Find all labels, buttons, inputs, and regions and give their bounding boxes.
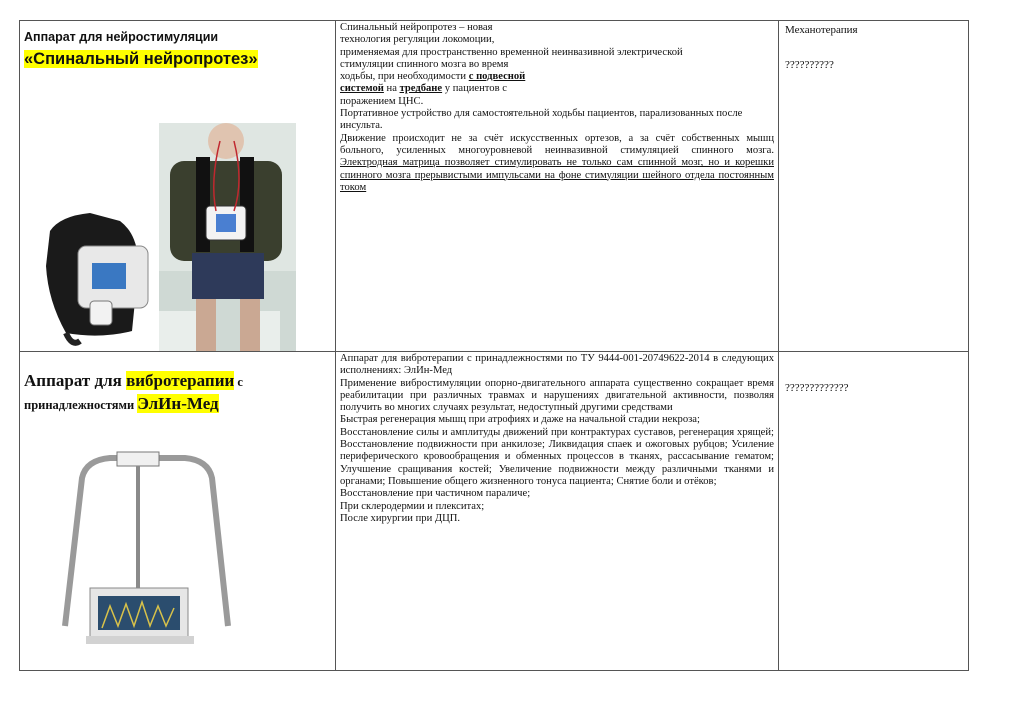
desc-paragraph: При склеродермии и плекситах; — [340, 500, 485, 512]
desc-line: применяемая для пространственно временной неинвазивной электрической — [340, 46, 683, 58]
desc-line: ходьбы, при необходимости с подвесной — [340, 71, 526, 83]
device-cell-vibro — [20, 352, 336, 671]
title-text: Аппарат для нейростимуляции — [24, 30, 219, 44]
desc-paragraph: Портативное устройство для самостоятельной ходьбы пациентов, парализованных после инсульта. — [340, 108, 743, 132]
desc-line: системой на тредбане у пациентов с — [340, 83, 507, 95]
desc-paragraph: Движение происходит не за счёт искусственных ортезов, а за счёт собственных мышц больного, усиленных многоуровневой неинвазивной стимуляцией спинного мозга. Электродная матрица позволяет стимулировать не только сам спинной мозг, но и корешки спинного мозга прерывистыми импульсами на фоне стимуляции шейного отдела постоянным током — [340, 132, 774, 193]
desc-paragraph: Восстановление при частичном параличе; — [340, 488, 531, 500]
category-note: ?????????? — [785, 59, 834, 71]
table-row — [20, 21, 969, 352]
table-row — [20, 352, 969, 671]
desc-paragraph: Применение вибростимуляции опорно-двигательного аппарата существенно сокращает время реабилитации при различных травмах и нарушениях двигательной активности, позволяя получить во многих случаях результат, недоступный другими средствами — [340, 377, 774, 414]
desc-line: технология регуляции локомоции, — [340, 34, 495, 46]
category-cell-vibro — [779, 352, 969, 671]
patient-walking-photo — [159, 123, 296, 351]
title-highlight: «Спинальный нейропротез» — [24, 50, 258, 68]
device-title-spinal — [20, 21, 335, 71]
description-vibro — [336, 352, 778, 525]
category-block — [779, 21, 968, 72]
link-text: с подвесной — [468, 71, 526, 83]
device-title-vibro: Аппарат для вибротерапии с принадлежностями ЭлИн-Мед — [24, 371, 243, 413]
description-cell-spinal — [336, 21, 779, 352]
vest-product-image — [46, 213, 148, 343]
desc-paragraph: Аппарат для вибротерапии с принадлежностями по ТУ 9444-001-20749622-2014 в следующих исполнениях: ЭлИн-Мед — [340, 353, 774, 377]
desc-paragraph: Быстрая регенерация мышц при атрофиях и даже на начальной стадии некроза; — [340, 414, 700, 426]
desc-paragraph: Восстановление силы и амплитуды движений при контрактурах суставов, регенерация хрящей; Восстановление подвижности при анкилозе; Ликвидация спаек и ожоговых рубцов; Усиление периферического кровообращения и обменных процессов в тканях, рассасывание гематом; Улучшение сращивания костей; Увеличение подвижности между различными тканями и органами; Повышение общего жизненного тонуса пациента; Снятие боли и отёков; — [340, 426, 774, 487]
vibrotherapy-device-photo — [20, 416, 336, 666]
device-table — [19, 20, 969, 671]
category-label: Механотерапия — [785, 24, 858, 36]
desc-paragraph: После хирургии при ДЦП. — [340, 512, 461, 524]
desc-line: Спинальный нейропротез – новая — [340, 22, 493, 33]
desc-line: поражением ЦНС. — [340, 95, 424, 107]
desc-line: стимуляции спинного мозга во время — [340, 58, 509, 70]
category-note: ????????????? — [785, 382, 849, 394]
description-spinal — [336, 21, 778, 194]
category-cell-spinal — [779, 21, 969, 352]
spinal-neuroprosthesis-photo — [20, 71, 336, 351]
device-cell-spinal — [20, 21, 336, 352]
description-cell-vibro — [336, 352, 779, 671]
